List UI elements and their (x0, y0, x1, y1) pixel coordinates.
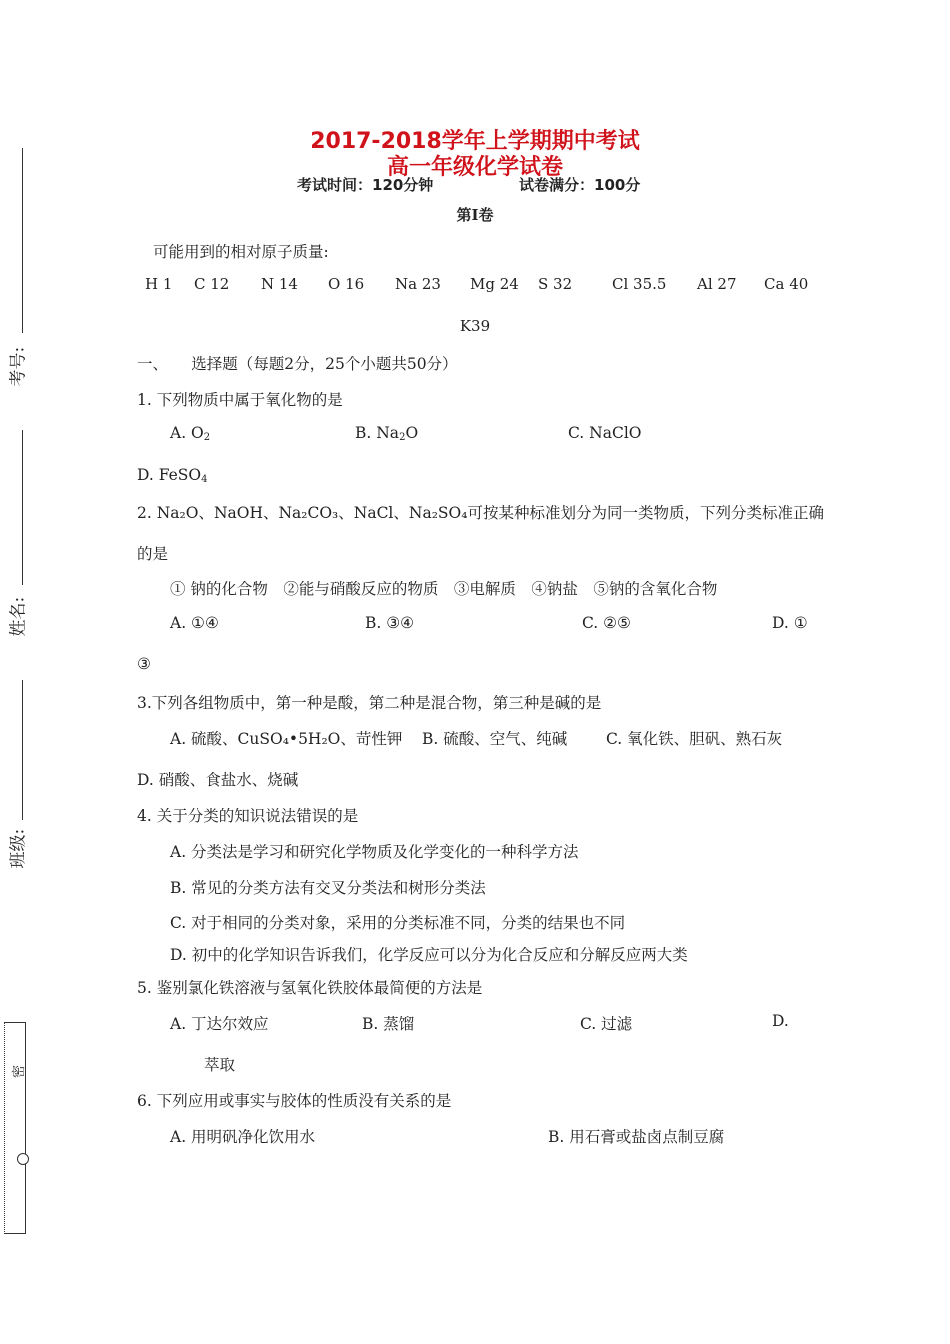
binding-circle-icon (17, 1153, 29, 1165)
question-5-option-d-cont: 萃取 (204, 1056, 236, 1074)
question-2-option-c: C. ②⑤ (582, 614, 631, 632)
exam-title: 2017-2018学年上学期期中考试 (310, 129, 640, 154)
question-2-option-d: D. ① (772, 614, 808, 632)
class-label: 班级: (8, 828, 29, 869)
question-2-stem-cont: 的是 (137, 545, 169, 563)
exam-score: 试卷满分：100分 (519, 176, 641, 194)
question-4-stem: 4. 关于分类的知识说法错误的是 (137, 807, 359, 825)
atomic-mass-item: Ca 40 (764, 275, 809, 293)
question-2-option-a: A. ①④ (170, 614, 219, 632)
question-6-option-a: A. 用明矾净化饮用水 (170, 1128, 316, 1146)
atomic-mass-item: S 32 (538, 275, 573, 293)
exam-time: 考试时间：120分钟 (297, 176, 434, 194)
question-3-option-d: D. 硝酸、食盐水、烧碱 (137, 771, 299, 789)
atomic-mass-label: 可能用到的相对原子质量: (153, 243, 329, 261)
question-4-option-d: D. 初中的化学知识告诉我们，化学反应可以分为化合反应和分解反应两大类 (170, 946, 688, 964)
question-1-option-b: B. Na2O (355, 424, 419, 443)
question-5-stem: 5. 鉴别氯化铁溶液与氢氧化铁胶体最简便的方法是 (137, 979, 483, 997)
atomic-mass-item: H 1 (145, 275, 173, 293)
question-5-option-d: D. (772, 1012, 789, 1030)
section-heading: 一、 选择题（每题2分，25个小题共50分） (137, 355, 458, 373)
question-5-option-b: B. 蒸馏 (362, 1015, 415, 1033)
name-label: 姓名: (8, 596, 29, 637)
question-3-option-b: B. 硫酸、空气、纯碱 (422, 730, 568, 748)
exam-subtitle: 高一年级化学试卷 (386, 155, 563, 180)
atomic-mass-item: O 16 (328, 275, 365, 293)
atomic-mass-item: K39 (459, 317, 491, 335)
atomic-mass-item: Al 27 (697, 275, 737, 293)
binding-box (4, 1022, 26, 1234)
part-title: 第Ⅰ卷 (456, 206, 494, 224)
exam-number-label: 考号: (8, 346, 29, 387)
atomic-mass-item: C 12 (194, 275, 230, 293)
atomic-mass-item: Mg 24 (470, 275, 519, 293)
atomic-mass-item: N 14 (261, 275, 298, 293)
question-1-option-d: D. FeSO4 (137, 466, 208, 485)
seal-label: 密 (12, 1064, 28, 1079)
atomic-mass-item: Cl 35.5 (612, 275, 667, 293)
atomic-mass-item: Na 23 (395, 275, 441, 293)
question-2-option-b: B. ③④ (365, 614, 415, 632)
question-1-stem: 1. 下列物质中属于氧化物的是 (137, 391, 343, 409)
binding-line (22, 680, 23, 820)
question-5-option-c: C. 过滤 (580, 1015, 633, 1033)
question-4-option-a: A. 分类法是学习和研究化学物质及化学变化的一种科学方法 (170, 843, 579, 861)
question-1-option-a: A. O2 (170, 424, 211, 443)
question-2-criteria: ① 钠的化合物 ②能与硝酸反应的物质 ③电解质 ④钠盐 ⑤钠的含氧化合物 (170, 580, 718, 598)
question-3-option-a: A. 硫酸、CuSO₄•5H₂O、苛性钾 (170, 730, 403, 748)
question-5-option-a: A. 丁达尔效应 (170, 1015, 269, 1033)
question-2-stem: 2. Na₂O、NaOH、Na₂CO₃、NaCl、Na₂SO₄可按某种标准划分为同一类物质，下列分类标准正确 (137, 504, 824, 522)
question-6-stem: 6. 下列应用或事实与胶体的性质没有关系的是 (137, 1092, 452, 1110)
question-3-stem: 3.下列各组物质中，第一种是酸，第二种是混合物，第三种是碱的是 (137, 694, 602, 712)
question-3-option-c: C. 氧化铁、胆矾、熟石灰 (606, 730, 783, 748)
binding-line (22, 430, 23, 585)
question-6-option-b: B. 用石膏或盐卤点制豆腐 (548, 1128, 725, 1146)
question-1-option-c: C. NaClO (568, 424, 642, 442)
question-4-option-c: C. 对于相同的分类对象，采用的分类标准不同，分类的结果也不同 (170, 914, 626, 932)
question-4-option-b: B. 常见的分类方法有交叉分类法和树形分类法 (170, 879, 486, 897)
question-2-option-d-cont: ③ (137, 655, 151, 673)
